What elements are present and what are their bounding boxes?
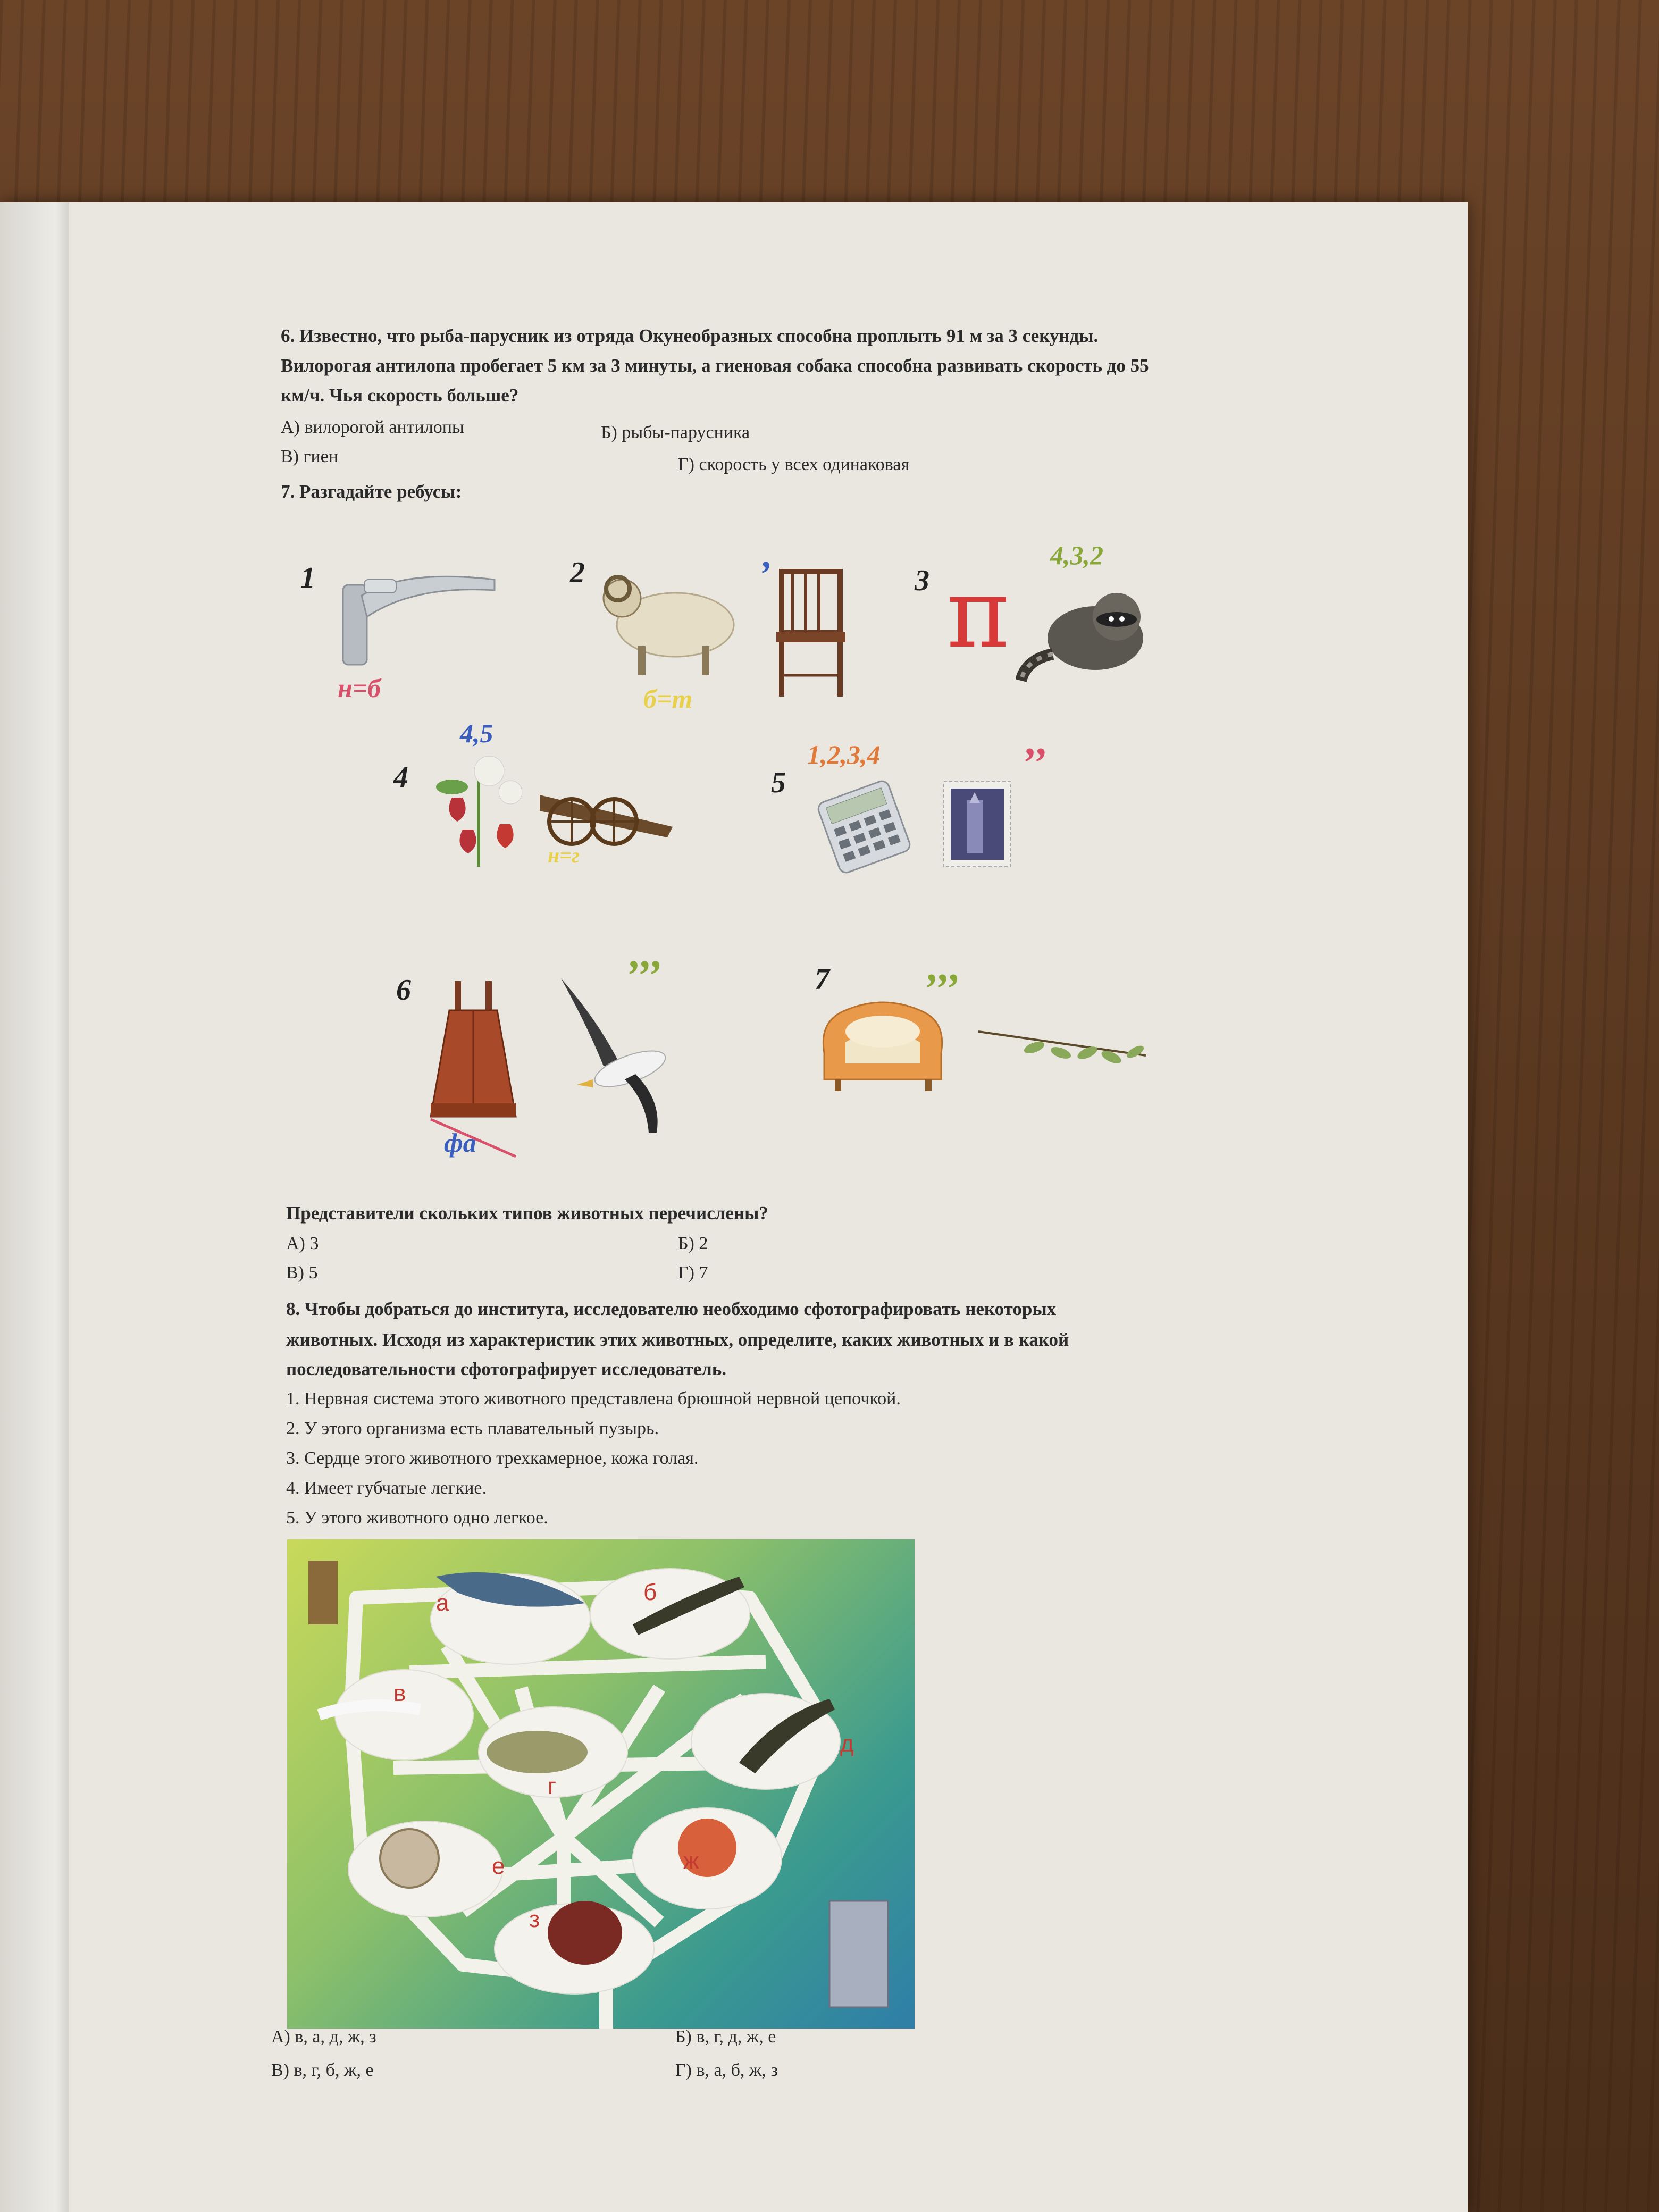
q6-line3: км/ч. Чья скорость больше? [281,385,519,406]
q8-option-v: В) в, г, б, ж, е [271,2060,374,2080]
q8-line3: последовательности сфотографирует исследователь. [286,1359,727,1379]
q6-line2: Вилорогая антилопа пробегает 5 км за 3 минуты, а гиеновая собака способна развивать скорость до 55 [281,355,1149,376]
q8-option-a: А) в, а, д, ж, з [271,2027,376,2047]
ram-image [596,566,739,678]
strikethrough-line [425,1114,521,1162]
snail-icon [380,1829,439,1888]
sarafan-dress-image [425,978,521,1122]
q8-item-5: 5. У этого животного одно легкое. [286,1508,548,1528]
q8-item-4: 4. Имеет губчатые легкие. [286,1478,487,1498]
maze-letter-v: в [393,1680,406,1706]
armchair-image [814,989,952,1095]
rebus-4-hint-bottom: н=г [548,843,580,867]
q8-option-g: Г) в, а, б, ж, з [675,2060,778,2080]
rebus-2-comma: , [763,535,773,576]
rebus-7-number: 7 [815,963,830,996]
cannon-image [529,774,678,848]
institute-building-icon [830,1901,888,2007]
rebus-2-number: 2 [570,556,585,589]
q6-option-a: А) вилорогой антилопы [281,417,464,437]
q8-item-1: 1. Нервная система этого животного представлена брюшной нервной цепочкой. [286,1389,901,1409]
rebus-5-hint: 1,2,3,4 [807,740,881,769]
rebus-6-commas: ’’’ [625,952,661,999]
rebus-2-hint: б=т [643,684,693,714]
maze-paths [287,1539,915,2029]
rebus-7-commas: ’’’ [923,966,959,1012]
q8-line1: 8. Чтобы добраться до института, исследователю необходимо сфотографировать некоторых [286,1298,1057,1319]
maze-letter-a: а [436,1590,449,1616]
strawberry-plant-image [431,755,537,872]
q7-question: Представители скольких типов животных перечислены? [286,1203,768,1224]
chair-image [774,569,848,699]
q6-option-b: Б) рыбы-парусника [601,423,750,442]
maze-letter-b: б [643,1579,657,1605]
q7-option-a: А) 3 [286,1234,319,1253]
rebus-3-hint: 4,3,2 [1050,540,1103,570]
q6-line1: 6. Известно, что рыба-парусник из отряда Окунеобразных способна проплыть 91 м за 3 секунды. [281,325,1099,346]
raccoon-image [1016,580,1154,686]
rebus-5-number: 5 [771,766,786,799]
rebus-4-hint-top: 4,5 [460,718,493,748]
researcher-icon [308,1561,338,1624]
willow-branch-image [976,1026,1151,1074]
rebus-3-number: 3 [915,564,929,597]
rebus-5-commas: ’’ [1021,740,1046,786]
q8-item-3: 3. Сердце этого животного трехкамерное, кожа голая. [286,1448,699,1468]
maze-letter-e: е [492,1853,505,1879]
rebus-1-number: 1 [300,562,315,594]
rebus-6-number: 6 [396,974,411,1007]
q8-option-b: Б) в, г, д, ж, е [675,2027,776,2047]
faucet-image [340,558,500,670]
beetle-icon [548,1901,622,1965]
q7-title: 7. Разгадайте ребусы: [281,481,462,502]
perch-fish-icon [487,1731,588,1773]
pi-symbol: π [946,558,1010,669]
q7-option-v: В) 5 [286,1263,318,1283]
q7-option-b: Б) 2 [678,1234,708,1253]
postage-stamp-image [941,779,1013,869]
q6-option-v: В) гиен [281,447,338,466]
q8-line2: животных. Исходя из характеристик этих животных, определите, каких животных и в какой [286,1329,1069,1350]
calculator-image [816,779,912,875]
q6-option-g: Г) скорость у всех одинаковая [678,455,910,474]
rebus-1-hint: н=б [338,673,381,703]
left-page-edge [0,202,69,2212]
maze-illustration [287,1539,915,2029]
rebus-4-number: 4 [393,761,408,794]
maze-letter-zh: ж [683,1848,699,1874]
maze-letter-g: г [548,1773,557,1799]
maze-letter-z: з [529,1906,540,1932]
rebus-6-hint: фа [444,1128,476,1158]
q8-item-2: 2. У этого организма есть плавательный пузырь. [286,1419,659,1438]
maze-letter-d: д [840,1731,854,1757]
q7-option-g: Г) 7 [678,1263,708,1283]
